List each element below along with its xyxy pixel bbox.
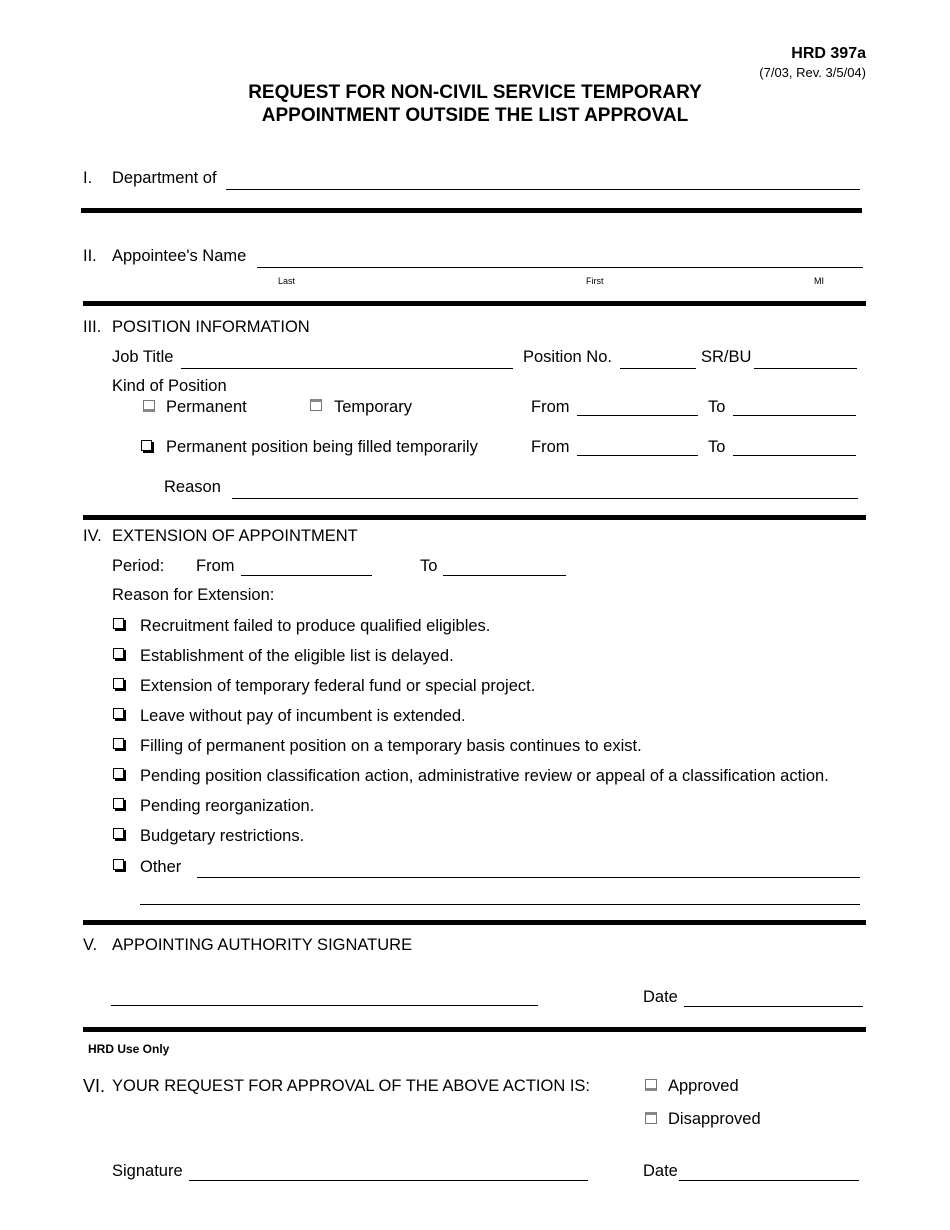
department-field[interactable] [226,169,860,190]
reason-checkbox[interactable] [113,618,124,629]
filled-from-field[interactable] [577,455,698,456]
approval-heading: YOUR REQUEST FOR APPROVAL OF THE ABOVE ACTION IS: [112,1077,591,1095]
permanent-checkbox[interactable] [143,400,155,412]
section-2-numeral: II. [83,247,97,265]
filled-temporarily-label: Permanent position being filled temporarily [166,438,478,456]
period-to-field[interactable] [443,575,566,576]
authority-signature-field[interactable] [111,1005,538,1006]
appointee-name-label: Appointee's Name [112,247,247,265]
reason-checkbox[interactable] [113,648,124,659]
position-info-heading: POSITION INFORMATION [112,318,310,336]
reason-checkbox[interactable] [113,798,124,809]
reason-extension-heading: Reason for Extension: [112,586,275,604]
section-divider [81,208,862,213]
position-no-field[interactable] [620,348,696,369]
hrd-use-only-label: HRD Use Only [88,1042,170,1056]
kind-from-field[interactable] [577,415,698,416]
reason-checkbox[interactable] [113,768,124,779]
period-to-label: To [420,557,438,575]
section-divider [83,515,866,520]
reason-option-label: Pending reorganization. [140,797,315,815]
hrd-signature-field[interactable] [189,1180,588,1181]
filled-from-label: From [531,438,570,456]
kind-to-label: To [708,398,726,416]
filled-temporarily-checkbox[interactable] [141,440,152,451]
reason-field[interactable] [232,478,858,499]
reason-checkbox[interactable] [113,678,124,689]
reason-option-label: Extension of temporary federal fund or special project. [140,677,536,695]
reason-label: Reason [164,478,221,496]
form-title-line1: REQUEST FOR NON-CIVIL SERVICE TEMPORARY [248,82,702,103]
other-field-continuation[interactable] [140,904,860,905]
reason-checkbox[interactable] [113,738,124,749]
form-number: HRD 397a [791,45,866,62]
other-checkbox[interactable] [113,859,124,870]
department-label: Department of [112,169,217,187]
reason-option-label: Leave without pay of incumbent is extended. [140,707,466,725]
authority-date-label: Date [643,988,678,1006]
kind-of-position-label: Kind of Position [112,377,227,395]
section-5-numeral: V. [83,936,98,954]
other-field[interactable] [197,858,860,878]
period-label: Period: [112,557,165,575]
reason-checkbox[interactable] [113,708,124,719]
section-divider [83,920,866,925]
kind-to-field[interactable] [733,415,856,416]
approved-label: Approved [668,1077,739,1095]
kind-from-label: From [531,398,570,416]
section-4-numeral: IV. [83,527,102,545]
section-1-numeral: I. [83,169,93,187]
hrd-date-label: Date [643,1162,678,1180]
appointee-name-field[interactable] [257,247,863,268]
srbu-label: SR/BU [701,348,752,366]
disapproved-label: Disapproved [668,1110,761,1128]
caption-last: Last [278,276,296,286]
caption-mi: MI [814,276,824,286]
job-title-field[interactable] [181,348,513,369]
section-3-numeral: III. [83,318,102,336]
reason-option-label: Establishment of the eligible list is delayed. [140,647,454,665]
caption-first: First [586,276,604,286]
reason-checkbox[interactable] [113,828,124,839]
temporary-checkbox[interactable] [310,399,322,411]
section-6-numeral: VI. [83,1076,106,1096]
job-title-label: Job Title [112,348,174,366]
section-divider [83,301,866,306]
authority-date-field[interactable] [684,988,863,1007]
extension-heading: EXTENSION OF APPOINTMENT [112,527,358,545]
reason-option-label: Pending position classification action, administrative review or appeal of a classification action. [140,767,829,785]
reason-option-label: Filling of permanent position on a temporary basis continues to exist. [140,737,642,755]
srbu-field[interactable] [754,348,857,369]
disapproved-checkbox[interactable] [645,1112,657,1124]
appointing-authority-heading: APPOINTING AUTHORITY SIGNATURE [112,936,413,954]
filled-to-field[interactable] [733,455,856,456]
other-label: Other [140,858,182,876]
form-revision: (7/03, Rev. 3/5/04) [759,65,866,80]
temporary-label: Temporary [334,398,412,416]
section-divider [83,1027,866,1032]
hrd-date-field[interactable] [679,1162,859,1181]
period-from-field[interactable] [241,575,372,576]
filled-to-label: To [708,438,726,456]
form-title-line2: APPOINTMENT OUTSIDE THE LIST APPROVAL [261,105,689,126]
period-from-label: From [196,557,235,575]
position-no-label: Position No. [523,348,612,366]
reason-option-label: Recruitment failed to produce qualified eligibles. [140,617,491,635]
permanent-label: Permanent [166,398,247,416]
approved-checkbox[interactable] [645,1079,657,1091]
reason-option-label: Budgetary restrictions. [140,827,305,845]
hrd-signature-label: Signature [112,1162,183,1180]
